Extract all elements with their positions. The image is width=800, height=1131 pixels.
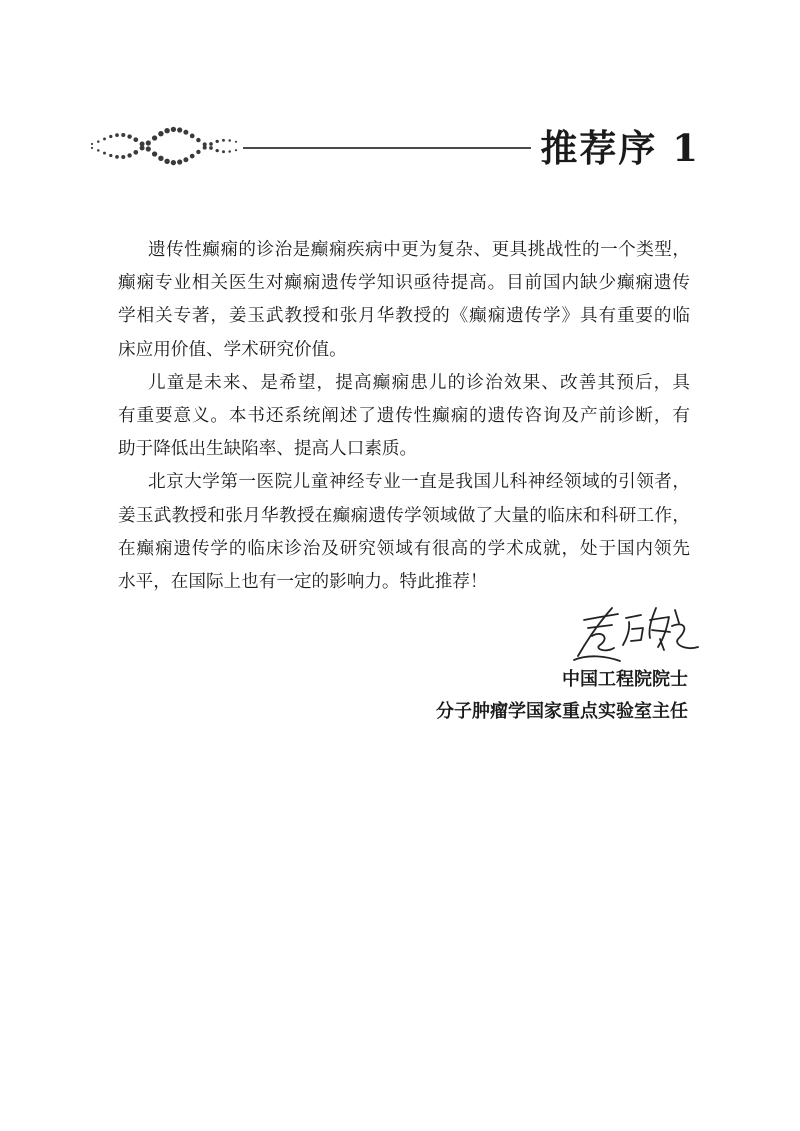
- ornament-dot: [158, 131, 163, 136]
- ornament-dot: [127, 153, 131, 157]
- text-line: 助于降低出生缺陷率、提高人口素质。: [118, 439, 418, 460]
- ornament-dot: [115, 133, 119, 137]
- ornament-dot: [127, 134, 131, 138]
- ornament-dot: [209, 146, 213, 150]
- ornament-dot: [152, 135, 157, 140]
- ornament-dot: [196, 150, 200, 154]
- paragraph: [118, 234, 690, 367]
- ornament-dot: [121, 155, 125, 159]
- ornament-dot: [146, 140, 151, 145]
- ornament-dot: [196, 138, 200, 142]
- header-rule: [243, 147, 531, 149]
- ornament-dot: [216, 140, 219, 143]
- ornament-dot: [190, 134, 195, 139]
- signer-title-lab-director: 分子肿瘤学国家重点实验室主任: [436, 701, 688, 722]
- ornament-dot: [109, 135, 112, 138]
- text-line: 姜玉武教授和张月华教授在癫痫遗传学领域做了大量的临床和科研工作，: [118, 505, 690, 526]
- ornament-dot: [171, 127, 176, 132]
- dotted-swirl-ornament-icon: [86, 120, 242, 172]
- text-line: 癫痫专业相关医生对癫痫遗传学知识亟待提高。目前国内缺少癫痫遗传: [118, 273, 690, 294]
- ornament-dot: [91, 143, 93, 145]
- ornament-dot: [171, 160, 176, 165]
- paragraph: [118, 367, 690, 467]
- text-line: 床应用价值、学术研究价值。: [118, 339, 347, 360]
- ornament-dot: [103, 152, 106, 155]
- ornament-dot: [228, 139, 231, 142]
- ornament-dot: [235, 141, 237, 143]
- text-line: 儿童是未来、是希望，提高癫痫患儿的诊治效果、改善其预后，具: [148, 372, 690, 393]
- ornament-dot: [121, 133, 125, 137]
- ornament-dot: [177, 159, 182, 164]
- preface-body: [118, 234, 690, 599]
- ornament-dot: [164, 159, 169, 164]
- ornament-dot: [183, 130, 188, 135]
- ornament-dot: [133, 150, 138, 155]
- ornament-dot: [164, 128, 169, 133]
- ornament-dot: [146, 146, 151, 151]
- ornament-dot: [209, 142, 213, 146]
- text-line: 水平，在国际上也有一定的影响力。特此推荐！: [118, 571, 488, 592]
- text-line: 遗传性癫痫的诊治是癫痫疾病中更为复杂、更具挑战性的一个类型，: [148, 240, 690, 260]
- ornament-dot: [222, 150, 225, 153]
- ornament-dot: [140, 142, 145, 147]
- text-line: 有重要意义。本书还系统阐述了遗传性癫痫的遗传咨询及产前诊断，有: [118, 405, 690, 426]
- ornament-dot: [91, 147, 93, 149]
- ornament-dot: [235, 149, 237, 151]
- text-line: 北京大学第一医院儿童神经专业一直是我国儿科神经领域的引领者，: [148, 472, 690, 493]
- page-title: 推荐序 1: [540, 126, 700, 170]
- ornament-dot: [133, 137, 138, 142]
- ornament-dot: [228, 150, 231, 153]
- signer-title-academician: 中国工程院院士: [562, 669, 688, 690]
- text-line: 学相关专著，姜玉武教授和张月华教授的《癫痫遗传学》具有重要的临: [118, 306, 690, 327]
- handwritten-signature: [568, 598, 708, 666]
- ornament-dot: [103, 137, 106, 140]
- ornament-dot: [222, 139, 225, 142]
- ornament-dot: [158, 156, 163, 161]
- paragraph: [118, 466, 690, 599]
- ornament-dot: [115, 155, 119, 159]
- ornament-dot: [216, 149, 219, 152]
- ornament-dot: [183, 157, 188, 162]
- ornament-dot: [190, 154, 195, 159]
- ornament-dot: [203, 146, 207, 150]
- ornament-dot: [97, 149, 100, 152]
- ornament-dot: [109, 154, 112, 157]
- ornament-dot: [97, 140, 100, 143]
- text-line: 在癫痫遗传学的临床诊治及研究领域有很高的学术成就，处于国内领先: [118, 538, 690, 559]
- ornament-dot: [152, 151, 157, 156]
- ornament-dot: [177, 127, 182, 132]
